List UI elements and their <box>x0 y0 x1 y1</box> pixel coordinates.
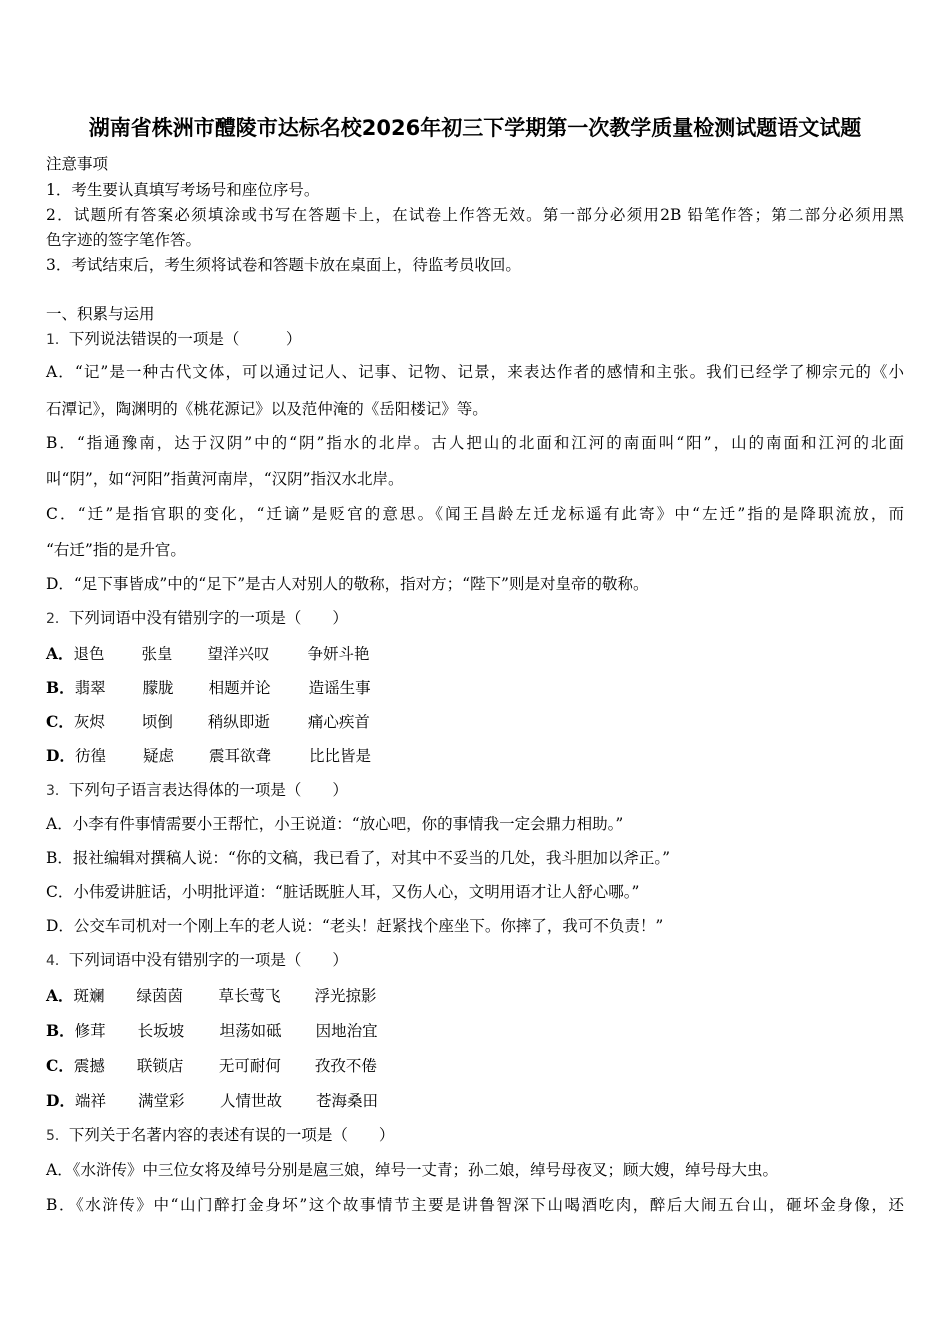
question-2-stem <box>46 606 348 628</box>
notice-item: 色字迹的签字笔作答。 <box>46 231 202 249</box>
question-number: 2． <box>46 611 69 627</box>
q5-option-a: A．《水浒传》中三位女将及绰号分别是扈三娘，绰号一丈青；孙二娘，绰号母夜叉；顾大嫂，绰号母大虫。 <box>46 1161 778 1179</box>
question-1-stem <box>46 327 301 349</box>
q1-option-c-cont: “右迁”指的是升官。 <box>46 541 186 559</box>
page-title: 湖南省株洲市醴陵市达标名校2026年初三下学期第一次教学质量检测试题语文试题 <box>88 116 862 140</box>
q4-option-d: D．端祥 满堂彩 人情世故 苍海桑田 <box>46 1091 378 1110</box>
q3-option-c: C．小伟爱讲脏话，小明批评道：“脏话既脏人耳，又伤人心，文明用语才让人舒心哪。” <box>46 883 640 901</box>
q5-option-b: B．《水浒传》中“山门醉打金身坏”这个故事情节主要是讲鲁智深下山喝酒吃肉，醉后大闹五台山，砸坏金身像，还 <box>46 1196 904 1214</box>
q4-option-a: A．斑斓 绿茵茵 草长莺飞 浮光掠影 <box>46 986 377 1005</box>
q1-option-c: C．“迁”是指官职的变化，“迁谪”是贬官的意思。《闻王昌龄左迁龙标遥有此寄》中“左迁”指的是降职流放，而 <box>46 505 904 523</box>
q4-option-b: B．修茸 长坂坡 坦荡如砥 因地治宜 <box>46 1021 378 1040</box>
question-text: 下列说法错误的一项是（ ） <box>68 330 302 348</box>
q3-option-b: B．报社编辑对撰稿人说：“你的文稿，我已看了，对其中不妥当的几处，我斗胆加以斧正。” <box>46 849 670 867</box>
section-heading: 一、积累与运用 <box>46 305 155 323</box>
question-3-stem <box>46 778 348 800</box>
q1-option-a-cont: 石潭记》，陶渊明的《桃花源记》以及范仲淹的《岳阳楼记》等。 <box>46 400 488 418</box>
notice-heading: 注意事项 <box>46 155 109 173</box>
q1-option-a: A．“记”是一种古代文体，可以通过记人、记事、记物、记景，来表达作者的感情和主张。我们已经学了柳宗元的《小 <box>46 363 904 381</box>
q1-option-b: B．“指通豫南，达于汉阴”中的“阴”指水的北岸。古人把山的北面和江河的南面叫“阳”，山的南面和江河的北面 <box>46 434 904 452</box>
question-number: 1． <box>46 332 69 348</box>
question-number: 3． <box>46 783 69 799</box>
question-5-stem <box>46 1123 394 1145</box>
q3-option-a: A．小李有件事情需要小王帮忙，小王说道：“放心吧，你的事情我一定会鼎力相助。” <box>46 815 624 833</box>
question-text: 下列词语中没有错别字的一项是（ ） <box>68 951 348 969</box>
q2-option-d: D．彷徨 疑虑 震耳欲聋 比比皆是 <box>46 746 371 765</box>
question-number: 4． <box>46 953 69 969</box>
q2-option-a: A．退色 张皇 望洋兴叹 争妍斗艳 <box>46 644 370 663</box>
q2-option-b: B．翡翠 朦胧 相题并论 造谣生事 <box>46 678 371 697</box>
question-text: 下列词语中没有错别字的一项是（ ） <box>68 609 348 627</box>
question-number: 5． <box>46 1128 69 1144</box>
question-text: 下列句子语言表达得体的一项是（ ） <box>68 781 348 799</box>
notice-item: 2．试题所有答案必须填涂或书写在答题卡上，在试卷上作答无效。第一部分必须用2B 铅笔作答；第二部分必须用黑 <box>46 206 904 224</box>
q4-option-c: C．震撼 联锁店 无可耐何 孜孜不倦 <box>46 1056 377 1075</box>
q3-option-d: D．公交车司机对一个刚上车的老人说：“老头！赶紧找个座坐下。你摔了，我可不负责！” <box>46 917 664 935</box>
q1-option-d: D．“足下事皆成”中的“足下”是古人对别人的敬称，指对方；“陛下”则是对皇帝的敬称。 <box>46 575 649 593</box>
q1-option-b-cont: 叫“阴”，如“河阳”指黄河南岸，“汉阴”指汉水北岸。 <box>46 470 404 488</box>
question-4-stem <box>46 948 348 970</box>
q2-option-c: C．灰烬 顷倒 稍纵即逝 痛心疾首 <box>46 712 370 731</box>
notice-item: 1．考生要认真填写考场号和座位序号。 <box>46 181 320 199</box>
question-text: 下列关于名著内容的表述有误的一项是（ ） <box>68 1126 395 1144</box>
notice-item: 3．考试结束后，考生须将试卷和答题卡放在桌面上，待监考员收回。 <box>46 256 521 274</box>
